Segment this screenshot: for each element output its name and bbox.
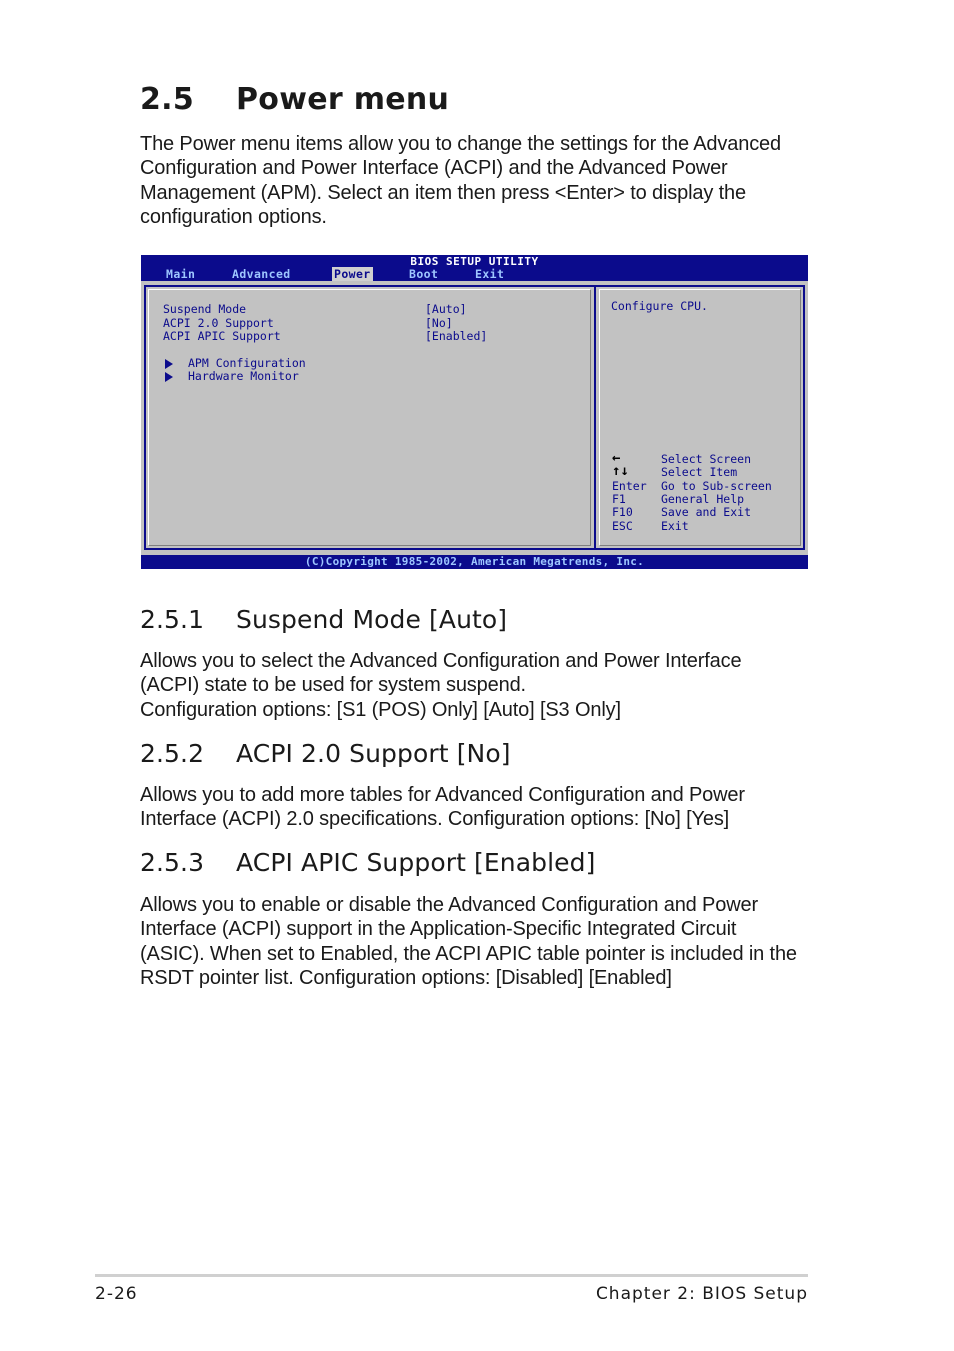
- tab-exit[interactable]: Exit: [475, 267, 505, 281]
- setting-acpi-apic-label[interactable]: ACPI APIC Support: [163, 329, 281, 343]
- paragraph-line: Interface (ACPI) 2.0 specifications. Configuration options: [No] [Yes]: [140, 808, 730, 831]
- paragraph-line: RSDT pointer list. Configuration options: [Disabled] [Enabled]: [140, 966, 672, 989]
- key-enter: Enter: [612, 479, 647, 493]
- setting-suspend-mode-value[interactable]: [Auto]: [425, 302, 467, 316]
- help-text: Configure CPU.: [611, 299, 708, 313]
- section-body-acpi-apic: [140, 893, 820, 990]
- key-action-exit: Exit: [661, 519, 689, 533]
- section-heading-suspend-mode: [140, 605, 507, 634]
- paragraph-line: Interface (ACPI) support in the Application-Specific Integrated Circuit: [140, 918, 737, 941]
- bios-screen: [141, 255, 808, 569]
- submenu-arrow-icon: [165, 359, 173, 369]
- setting-suspend-mode-label[interactable]: Suspend Mode: [163, 302, 247, 316]
- submenu-arrow-icon: [165, 372, 173, 382]
- section-heading-acpi20: [140, 739, 511, 768]
- section-number: 2.5.2: [140, 739, 205, 768]
- page-number: 2-26: [95, 1284, 138, 1304]
- page-heading: [140, 82, 449, 117]
- chapter-label: Chapter 2: BIOS Setup: [595, 1284, 808, 1304]
- section-number: 2.5.1: [140, 605, 205, 634]
- key-f1: F1: [612, 492, 626, 506]
- paragraph-line: Configuration options: [S1 (POS) Only] [Auto] [S3 Only]: [140, 698, 621, 721]
- setting-acpi-apic-value[interactable]: [Enabled]: [425, 329, 488, 343]
- footer-rule: [95, 1274, 808, 1277]
- left-right-arrow-icon: ←: [612, 450, 621, 466]
- submenu-apm-configuration[interactable]: APM Configuration: [188, 356, 306, 370]
- paragraph-line: (ACPI) state to be used for system suspend.: [140, 674, 526, 697]
- submenu-hardware-monitor[interactable]: Hardware Monitor: [188, 369, 299, 383]
- bios-title: BIOS SETUP UTILITY: [410, 255, 539, 268]
- tab-power[interactable]: Power: [334, 267, 371, 281]
- tab-main[interactable]: Main: [166, 267, 196, 281]
- section-title: Suspend Mode [Auto]: [236, 605, 508, 634]
- section-body-suspend-mode: [140, 649, 820, 722]
- tab-advanced[interactable]: Advanced: [232, 267, 291, 281]
- setting-acpi20-label[interactable]: ACPI 2.0 Support: [163, 316, 274, 330]
- setting-acpi20-value[interactable]: [No]: [425, 316, 453, 330]
- key-esc: ESC: [612, 519, 633, 533]
- section-number: 2.5.3: [140, 848, 205, 877]
- section-body-acpi20: [140, 783, 820, 832]
- key-action-sub-screen: Go to Sub-screen: [661, 479, 772, 493]
- heading-title: Power menu: [236, 82, 450, 117]
- key-action-select-screen: Select Screen: [661, 452, 752, 466]
- up-down-arrow-icon: ↑↓: [612, 463, 629, 479]
- section-heading-acpi-apic: [140, 848, 595, 877]
- intro-paragraph: The Power menu items allow you to change the settings for the Advanced Configuration and Power Interface (ACPI) and the Advanced Power Management (APM). Select an item then press <Enter> to display the configuration options.: [140, 133, 781, 228]
- heading-number: 2.5: [140, 82, 195, 117]
- section-title: ACPI APIC Support [Enabled]: [236, 848, 596, 877]
- bios-divider: [594, 285, 596, 550]
- paragraph-line: Allows you to select the Advanced Configuration and Power Interface: [140, 650, 742, 672]
- bios-copyright: (C)Copyright 1985-2002, American Megatrends, Inc.: [141, 555, 808, 569]
- key-action-save-exit: Save and Exit: [661, 505, 752, 519]
- key-f10: F10: [612, 505, 633, 519]
- paragraph-line: (ASIC). When set to Enabled, the ACPI APIC table pointer is included in the: [140, 942, 797, 965]
- key-action-select-item: Select Item: [661, 465, 738, 479]
- paragraph-line: Allows you to add more tables for Advanced Configuration and Power: [140, 784, 745, 806]
- key-action-general-help: General Help: [661, 492, 745, 506]
- paragraph-line: Allows you to enable or disable the Advanced Configuration and Power: [140, 894, 758, 916]
- tab-boot[interactable]: Boot: [409, 267, 439, 281]
- section-title: ACPI 2.0 Support [No]: [236, 739, 511, 768]
